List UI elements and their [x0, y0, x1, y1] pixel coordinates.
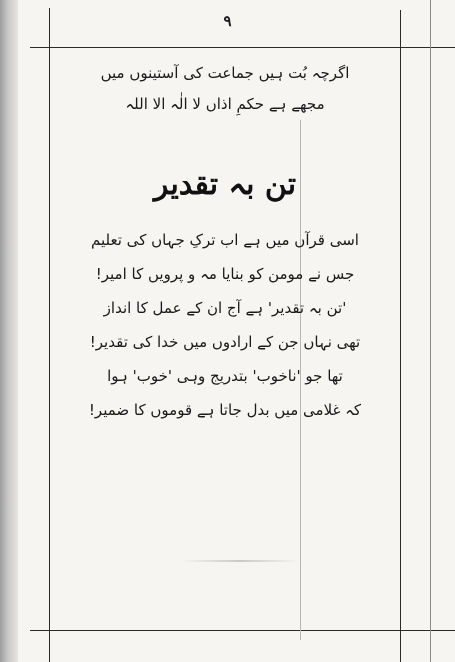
poem-line-6: کہ غلامی میں بدل جاتا ہے قوموں کا ضمیر!: [88, 401, 362, 419]
intro-line-1: اگرچہ بُت ہیں جماعت کی آستینوں میں: [100, 64, 350, 82]
top-margin-rule: [30, 47, 455, 48]
poem-line-3: 'تن بہ تقدیر' ہے آج ان کے عمل کا انداز: [103, 299, 347, 317]
binding-gutter: [0, 0, 18, 662]
page-number: ۹: [223, 12, 232, 30]
intro-line-2: مجھے ہے حکمِ اذاں لا الٰہ الا اللہ: [125, 95, 325, 113]
poem-line-2: جس نے مومن کو بنایا مہ و پرویں کا امیر!: [95, 265, 355, 283]
poem-line-1: اسی قرآں میں ہے اب ترکِ جہاں کی تعلیم: [91, 231, 359, 249]
outer-edge-rule: [430, 0, 431, 662]
poem-title: تن بہ تقدیر: [153, 167, 297, 202]
poem-line-4: تھی نہاں جن کے ارادوں میں خدا کی تقدیر!: [89, 333, 361, 351]
paper-fold-mark: [180, 560, 300, 562]
poem-line-5: تھا جو 'ناخوب' بتدریج وہی 'خوب' ہوا: [107, 367, 343, 385]
bottom-margin-rule: [30, 630, 455, 631]
left-margin-rule: [49, 8, 50, 662]
right-margin-rule: [400, 10, 401, 662]
